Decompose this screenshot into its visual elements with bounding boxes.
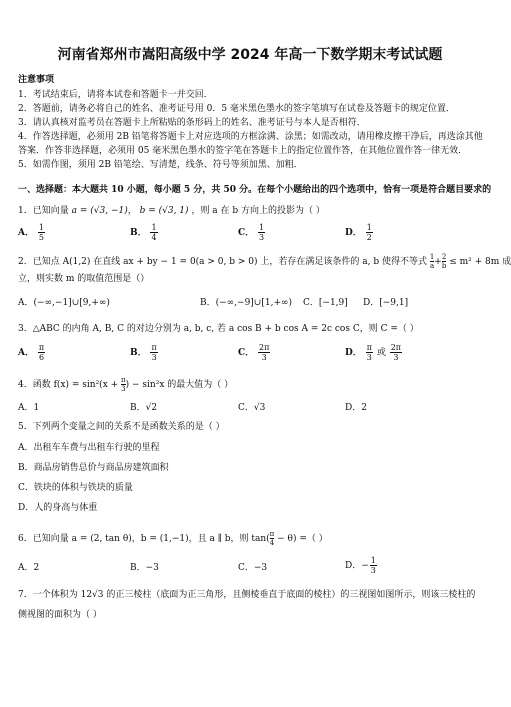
question-7-line1: 7．一个体积为 12√3 的正三棱柱（底面为正三角形，且侧棱垂直于底面的棱柱）的三视图如图所示，则该三棱柱的	[18, 590, 476, 600]
q2-option-a: A．(−∞,−1]∪[9,+∞)	[18, 298, 110, 308]
question-6: 6．已知向量 a = (2, tan θ)，b = (1,−1)，且 a ∥ b，则 tan( $\frac{\pi}{4}$ − θ) =（ ）	[18, 530, 328, 547]
q2-ineq: ≤ m² + 8m 成	[449, 257, 511, 267]
q1-option-a: A． $\frac{1}{5}$	[18, 223, 44, 242]
q4-option-d: D．2	[345, 403, 367, 413]
q4-option-b: B．√2	[130, 403, 158, 413]
q5-option-a: A．出租车车费与出租车行驶的里程	[18, 443, 160, 453]
question-4: 4．函数 f(x) = sin²(x + $\frac{\pi}{3}$ ) − sin²x 的最大值为（ ）	[18, 376, 234, 393]
notice-item: 3．请认真核对监考员在答题卡上所粘贴的条形码上的姓名、准考证号与本人是否相符．	[18, 118, 366, 128]
q2-option-c: C．[−1,9]	[303, 298, 348, 308]
q6-option-a: A．2	[18, 563, 40, 573]
page-title: 河南省郑州市嵩阳高级中学 2024 年高一下数学期末考试试题	[57, 47, 443, 63]
q3-option-d: D． $\frac{\pi}{3}$ 或 $\frac{2\pi}{3}$	[345, 343, 402, 362]
notice-heading: 注意事项	[18, 75, 55, 85]
q6-option-b: B．−3	[130, 563, 159, 573]
q2-line2: 立，则实数 m 的取值范围是（）	[18, 274, 150, 284]
q5-option-c: C．铁块的体积与铁块的质量	[18, 483, 133, 493]
question-7-line2: 侧视图的面积为（ ）	[18, 610, 102, 620]
q6-option-c: C．−3	[238, 563, 268, 573]
notice-item: 4．作答选择题，必须用 2B 铅笔将答题卡上对应选项的方框涂满、涂黑；如需改动，请用橡皮擦干净后，再选涂其他	[18, 132, 483, 142]
q2-frac-2b: $\frac{2}{b}$	[441, 253, 447, 270]
question-2: 2．已知点 A(1,2) 在直线 ax + by − 1 = 0(a > 0, b > 0) 上，若存在满足该条件的 a, b 使得不等式 $\frac{1}{a}$ + $\frac{2}{b}$ ≤ m² + 8m 成	[18, 253, 511, 270]
q1-option-c: C． $\frac{1}{3}$	[238, 223, 265, 242]
q1-prefix: 1．已知向量	[18, 206, 69, 216]
q6-option-d: D．− $\frac{1}{3}$	[345, 556, 376, 575]
q3-option-a: A． $\frac{\pi}{6}$	[18, 343, 45, 362]
q2-option-d: D．[−9,1]	[363, 298, 409, 308]
notice-item: 答案．作答非选择题，必须用 05 毫米黑色墨水的签字笔在答题卡上的指定位置作答，在其他位置作答一律无效．	[18, 146, 468, 156]
q4-option-a: A．1	[18, 403, 40, 413]
q1-option-b: B． $\frac{1}{4}$	[130, 223, 157, 242]
q5-option-b: B．商品房销售总价与商品房建筑面积	[18, 463, 169, 473]
q3-option-b: B． $\frac{\pi}{3}$	[130, 343, 157, 362]
question-3: 3．△ABC 的内角 A, B, C 的对边分别为 a, b, c, 若 a cos B + b cos A = 2c cos C，则 C =（ ）	[18, 324, 419, 334]
question-5: 5．下列两个变量之间的关系不是函数关系的是（ ）	[18, 422, 225, 432]
q1-suffix: ，则 a 在 b 方向上的投影为（ ）	[191, 206, 325, 216]
q4-option-c: C．√3	[238, 403, 266, 413]
q2-option-b: B．(−∞,−9]∪[1,+∞)	[200, 298, 292, 308]
q3-option-c: C． $\frac{2\pi}{3}$	[238, 343, 270, 362]
notice-item: 2．答题前，请务必将自己的姓名、准考证号用 0．5 毫米黑色墨水的签字笔填写在试卷及答题卡的规定位置．	[18, 104, 455, 114]
q2-line1: 2．已知点 A(1,2) 在直线 ax + by − 1 = 0(a > 0, b > 0) 上，若存在满足该条件的 a, b 使得不等式	[18, 257, 427, 267]
section-heading: 一、选择题：本大题共 10 小题，每小题 5 分，共 50 分。在每个小题给出的四个选项中，恰有一项是符合题目要求的	[18, 185, 492, 195]
q1-vector-a: a = (√3, −1)	[71, 206, 128, 216]
notice-item: 1．考试结束后，请将本试卷和答题卡一并交回．	[18, 90, 213, 100]
q1-option-d: D． $\frac{1}{2}$	[345, 223, 372, 242]
question-1: 1．已知向量 a = (√3, −1)， b = (√3, 1) ，则 a 在 b 方向上的投影为（ ）	[18, 206, 325, 216]
q5-option-d: D．人的身高与体重	[18, 503, 98, 513]
q1-vector-b: b = (√3, 1)	[139, 206, 189, 216]
notice-item: 5．如需作图，须用 2B 铅笔绘、写清楚，线条、符号等须加黑、加粗．	[18, 160, 303, 170]
q2-frac-1a: $\frac{1}{a}$	[429, 253, 435, 270]
